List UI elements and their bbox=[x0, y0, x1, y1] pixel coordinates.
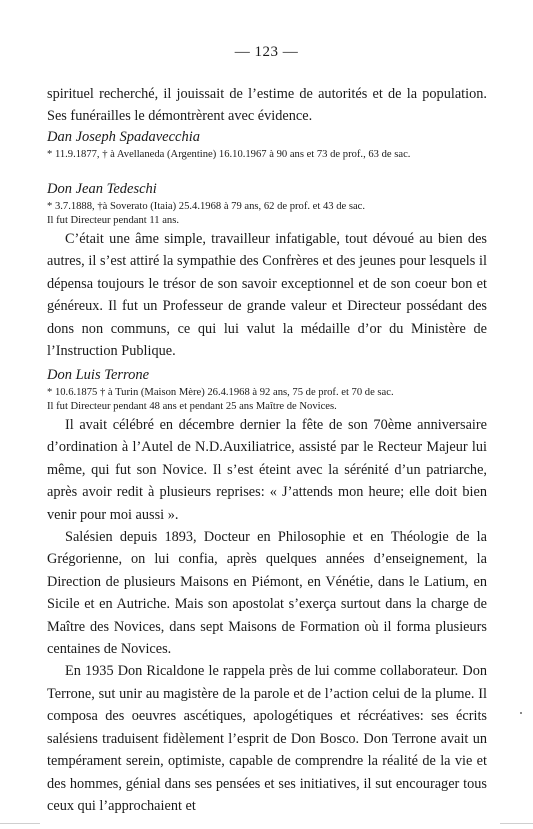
entry-terrone bbox=[47, 366, 487, 817]
entry-name: Don Luis Terrone bbox=[47, 367, 150, 383]
entry-paragraph: C’était une âme simple, travailleur infatigable, tout dévoué au bien des autres, il s’est attiré la sympathie des Confrères et des jeunes pour lesquels il dépensa toujours le trésor de son savoir exceptionnel et de son coeur bon et généreux. Il fut un Professeur de grande valeur et Directeur possédant des dons non communs, ce qui lui valut la médaille d’or du Ministère de l’Instruction Publique. bbox=[47, 231, 487, 360]
entry-bio: * 3.7.1888, †à Soverato (Itaia) 25.4.1968 à 79 ans, 62 de prof. et 43 de sac. bbox=[47, 201, 366, 212]
entry-paragraph: Salésien depuis 1893, Docteur en Philosophie et en Théologie de la Grégorienne, on lui confia, après quelques années d’enseignement, la Direction de plusieurs Maisons en Piémont, en Vénétie, dans le Latium, en Sicile et en Autriche. Mais son apostolat s’exerça surtout dans la charge de Maître des Novices, dans sept Maisons de Formation où il forma plusieurs centaines de Novices. bbox=[47, 529, 487, 658]
top-paragraph-block bbox=[47, 83, 487, 128]
entry-name: Dan Joseph Spadavecchia bbox=[47, 129, 201, 145]
bottom-edge-line-left bbox=[0, 823, 40, 824]
entry-paragraph: En 1935 Don Ricaldone le rappela près de lui comme collaborateur. Don Terrone, sut unir au magistère de la parole et de l’action celui de la plume. Il composa des oeuvres ascétiques, apologétiques et récréatives: ses écrits salésiens traduisent fidèlement l’esprit de Don Bosco. Don Terrone avait un tempérament serein, optimiste, capable de comprendre la réalité de la vie et des hommes, génial dans ses pensées et ses initiatives, il sut encourager tous ceux qui l’approchaient et bbox=[47, 663, 487, 814]
entry-paragraph: Il avait célébré en décembre dernier la fête de son 70ème anniversaire d’ordination à l’Autel de N.D.Auxiliatrice, assisté par le Recteur Majeur lui même, qui fut son Novice. Il s’est éteint avec la sérénité d’un patriarche, après avoir redit à plusieurs reprises: « J’attends mon heure; elle doit bien venir pour moi aussi ». bbox=[47, 417, 487, 523]
continuation-paragraph: spirituel recherché, il jouissait de l’estime de autorités et de la population. Ses funérailles le démontrèrent avec évidence. bbox=[47, 86, 487, 125]
entry-bio-note: Il fut Directeur pendant 48 ans et pendant 25 ans Maître de Novices. bbox=[47, 400, 337, 412]
entry-bio: * 11.9.1877, † à Avellaneda (Argentine) 16.10.1967 à 90 ans et 73 de prof., 63 de sac. bbox=[47, 149, 411, 160]
entry-bio: * 10.6.1875 † à Turin (Maison Mère) 26.4.1968 à 92 ans, 75 de prof. et 70 de sac. bbox=[47, 387, 394, 398]
page-number: — 123 — bbox=[234, 44, 299, 60]
entry-spadavecchia bbox=[47, 128, 487, 162]
entry-name: Don Jean Tedeschi bbox=[47, 181, 157, 197]
entry-tedeschi bbox=[47, 180, 487, 362]
bottom-edge-line-right bbox=[500, 823, 533, 824]
page-speck bbox=[520, 712, 522, 714]
entry-bio-note: Il fut Directeur pendant 11 ans. bbox=[47, 214, 179, 226]
